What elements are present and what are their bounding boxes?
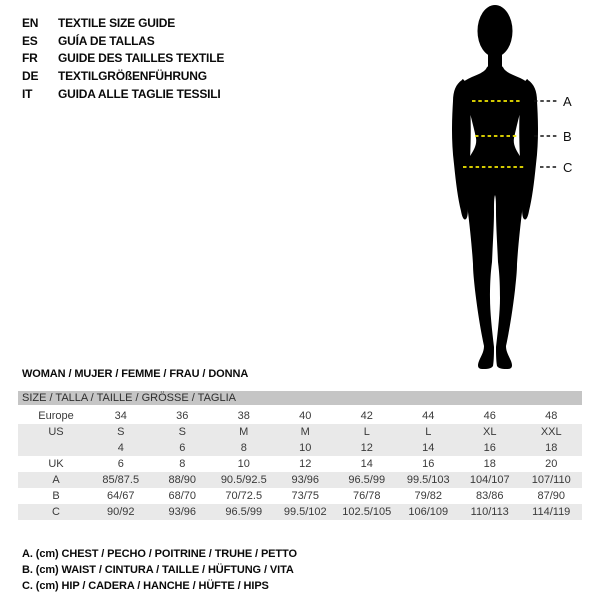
legend-line: C. (cm) HIP / CADERA / HANCHE / HÜFTE / HIPS xyxy=(22,580,269,592)
language-list xyxy=(22,14,224,102)
size-cell: 85/87.5 xyxy=(102,474,140,486)
size-cell: 96.5/99 xyxy=(225,506,263,518)
size-cell: 46 xyxy=(483,410,496,422)
size-cell: 36 xyxy=(176,410,189,422)
size-cell: S xyxy=(117,426,125,438)
size-cell: 40 xyxy=(299,410,312,422)
language-title: GUIDE DES TAILLES TEXTILE xyxy=(58,51,225,66)
size-cell: 76/78 xyxy=(352,490,381,502)
measurement-legend xyxy=(22,546,297,594)
language-row xyxy=(22,49,224,67)
language-code: FR xyxy=(22,51,38,66)
size-table-rows xyxy=(18,408,582,520)
size-cell: 83/86 xyxy=(475,490,504,502)
language-row xyxy=(22,32,224,50)
size-cell: 64/67 xyxy=(106,490,135,502)
size-cell: 8 xyxy=(179,458,186,470)
size-cell: 107/110 xyxy=(531,474,571,486)
size-cell: 99.5/102 xyxy=(283,506,327,518)
size-cell: 88/90 xyxy=(168,474,197,486)
size-cell: 14 xyxy=(360,458,373,470)
size-cell: 90.5/92.5 xyxy=(220,474,267,486)
size-cell: XL xyxy=(483,426,497,438)
size-cell: 104/107 xyxy=(469,474,510,486)
hip-label: C xyxy=(563,160,573,175)
size-cell: 8 xyxy=(240,442,247,454)
size-cell: 38 xyxy=(237,410,250,422)
size-cell: 114/119 xyxy=(532,506,571,518)
size-cell: 10 xyxy=(237,458,250,470)
size-cell: 96.5/99 xyxy=(348,474,386,486)
row-label: A xyxy=(52,474,60,486)
row-label: US xyxy=(48,426,64,438)
size-cell: 12 xyxy=(360,442,373,454)
size-cell: 18 xyxy=(545,442,558,454)
size-cell: L xyxy=(425,426,432,438)
table-row xyxy=(18,456,582,472)
chest-label: A xyxy=(563,94,572,109)
legend-line: A. (cm) CHEST / PECHO / POITRINE / TRUHE / PETTO xyxy=(22,548,297,560)
language-title: GUIDA ALLE TAGLIE TESSILI xyxy=(58,86,221,101)
size-table-header: SIZE / TALLA / TAILLE / GRÖSSE / TAGLIA xyxy=(18,391,582,405)
language-code: ES xyxy=(22,33,38,48)
language-code: DE xyxy=(22,68,39,83)
woman-silhouette-figure xyxy=(410,0,600,380)
size-cell: M xyxy=(300,426,310,438)
language-title: GUÍA DE TALLAS xyxy=(58,33,155,48)
size-cell: 14 xyxy=(422,442,435,454)
size-cell: S xyxy=(178,426,186,438)
size-cell: 4 xyxy=(117,442,124,454)
size-cell: 16 xyxy=(422,458,435,470)
size-cell: XXL xyxy=(540,426,562,438)
legend-line: B. (cm) WAIST / CINTURA / TAILLE / HÜFTUNG / VITA xyxy=(22,564,294,576)
size-cell: 20 xyxy=(545,458,558,470)
size-cell: 110/113 xyxy=(470,506,509,518)
size-cell: 18 xyxy=(483,458,496,470)
size-cell: L xyxy=(363,426,370,438)
size-cell: M xyxy=(239,426,249,438)
size-cell: 87/90 xyxy=(537,490,566,502)
size-cell: 12 xyxy=(299,458,312,470)
table-row xyxy=(18,472,582,488)
size-cell: 10 xyxy=(299,442,312,454)
size-cell: 6 xyxy=(179,442,186,454)
size-cell: 42 xyxy=(360,410,373,422)
language-code: EN xyxy=(22,15,39,30)
row-label: C xyxy=(52,506,60,518)
body-measurement-diagram xyxy=(410,0,600,380)
table-row xyxy=(18,504,582,520)
table-row xyxy=(18,488,582,504)
size-cell: 90/92 xyxy=(106,506,135,518)
size-cell: 44 xyxy=(422,410,435,422)
language-code: IT xyxy=(22,86,33,101)
size-table xyxy=(18,391,582,520)
size-cell: 73/75 xyxy=(291,490,320,502)
row-label: B xyxy=(52,490,60,502)
table-row xyxy=(18,408,582,424)
size-cell: 93/96 xyxy=(168,506,197,518)
size-cell: 48 xyxy=(545,410,558,422)
table-row xyxy=(18,424,582,440)
language-title: TEXTILE SIZE GUIDE xyxy=(58,15,176,30)
size-cell: 34 xyxy=(114,410,127,422)
language-row xyxy=(22,85,224,103)
language-row xyxy=(22,67,224,85)
language-title: TEXTILGRÖßENFÜHRUNG xyxy=(58,68,207,83)
size-cell: 99.5/103 xyxy=(406,474,450,486)
size-cell: 68/70 xyxy=(168,490,197,502)
language-row xyxy=(22,14,224,32)
size-cell: 93/96 xyxy=(291,474,320,486)
row-label: UK xyxy=(48,458,64,470)
size-cell: 6 xyxy=(117,458,124,470)
gender-title: WOMAN / MUJER / FEMME / FRAU / DONNA xyxy=(22,368,249,380)
table-row xyxy=(18,440,582,456)
size-cell: 70/72.5 xyxy=(225,490,263,502)
size-cell: 16 xyxy=(483,442,496,454)
waist-label: B xyxy=(563,129,572,144)
silhouette-left-arm xyxy=(452,79,471,219)
size-cell: 79/82 xyxy=(414,490,443,502)
size-cell: 102.5/105 xyxy=(342,506,392,518)
size-cell: 106/109 xyxy=(408,506,449,518)
row-label: Europe xyxy=(38,410,74,422)
silhouette-body xyxy=(460,62,530,369)
